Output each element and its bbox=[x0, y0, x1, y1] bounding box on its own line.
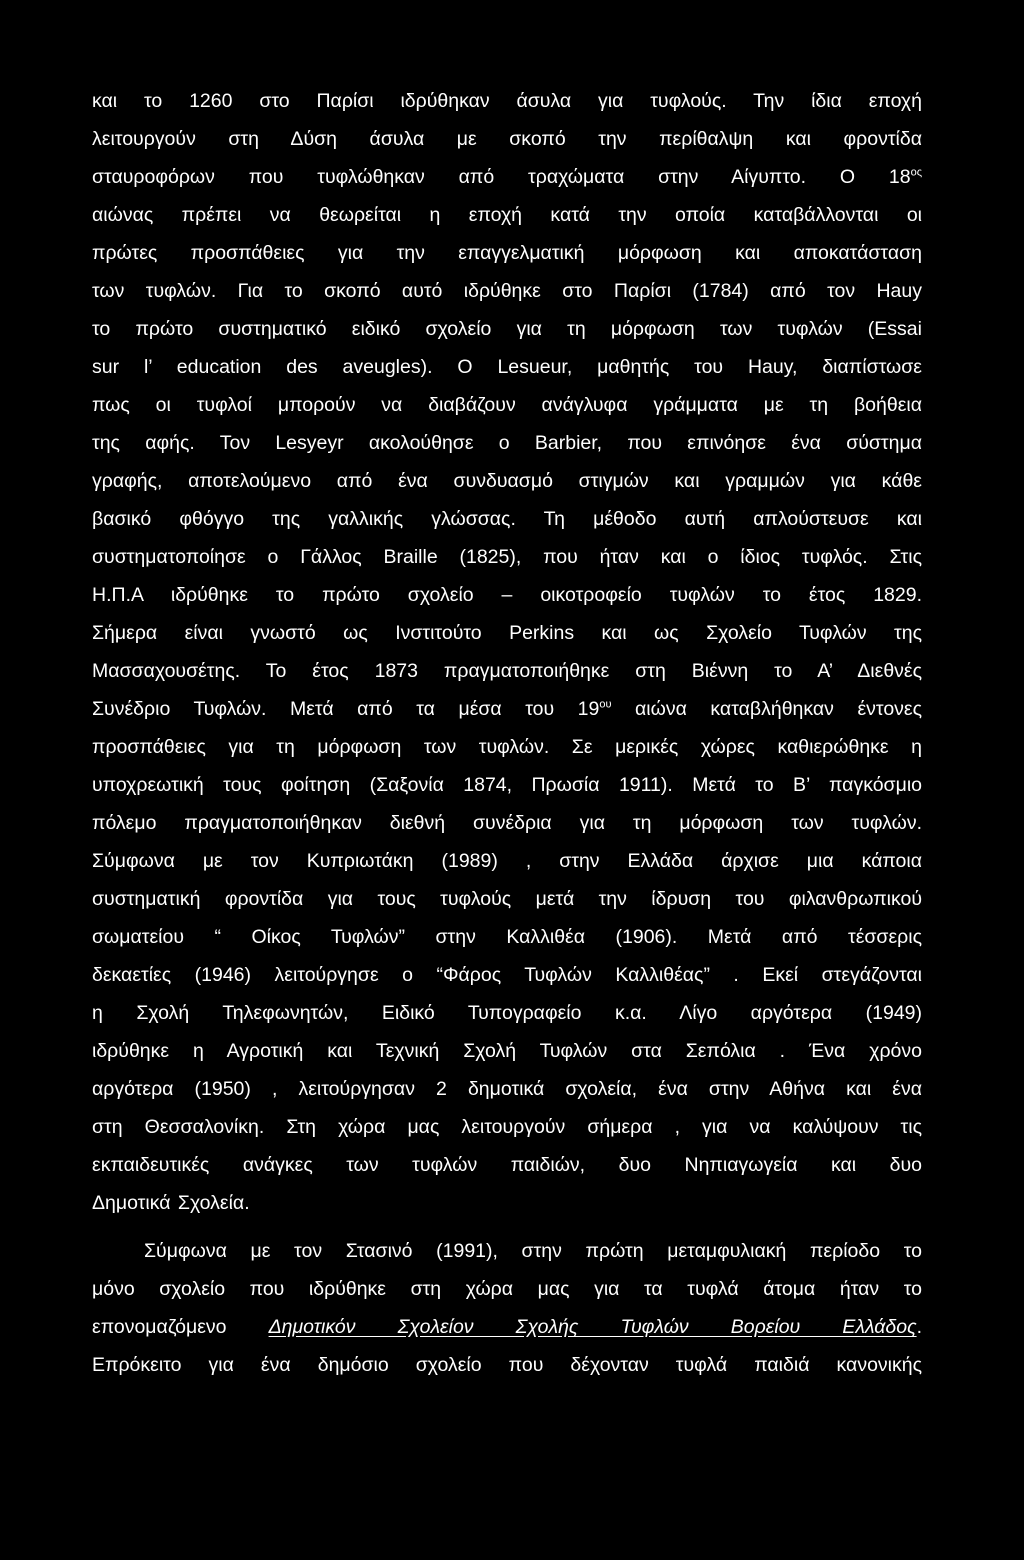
text-line: συστηματική φροντίδα για τους τυφλούς μετά την ίδρυση του φιλανθρωπικού bbox=[92, 888, 922, 910]
text-line: και το 1260 στο Παρίσι ιδρύθηκαν άσυλα για τυφλούς. Την ίδια εποχή bbox=[92, 90, 922, 112]
text-segment: σταυροφόρων που τυφλώθηκαν από τραχώματα στην Αίγυπτο. Ο 18 bbox=[92, 166, 911, 188]
text-line: δεκαετίες (1946) λειτούργησε ο “Φάρος Τυφλών Καλλιθέας” . Εκεί στεγάζονται bbox=[92, 964, 922, 986]
text-line: Σύμφωνα με τον Στασινό (1991), στην πρώτη μεταμφυλιακή περίοδο το bbox=[144, 1240, 922, 1262]
text-line: λειτουργούν στη Δύση άσυλα με σκοπό την περίθαλψη και φροντίδα bbox=[92, 128, 922, 150]
text-segment: Συνέδριο Τυφλών. Μετά από τα μέσα του 19 bbox=[92, 698, 600, 720]
text-line: της αφής. Τον Lesyeyr ακολούθησε ο Barbier, που επινόησε ένα σύστημα bbox=[92, 432, 922, 454]
text-line: των τυφλών. Για το σκοπό αυτό ιδρύθηκε στο Παρίσι (1784) από τον Hauy bbox=[92, 280, 922, 302]
text-line: γραφής, αποτελούμενο από ένα συνδυασμό στιγμών και γραμμών για κάθε bbox=[92, 470, 922, 492]
text-line: στη Θεσσαλονίκη. Στη χώρα μας λειτουργούν σήμερα , για να καλύψουν τις bbox=[92, 1116, 922, 1138]
text-segment: επονομαζόμενο bbox=[92, 1316, 227, 1338]
text-line: το πρώτο συστηματικό ειδικό σχολείο για τη μόρφωση των τυφλών (Essai bbox=[92, 318, 922, 340]
text-line: Δημοτικά Σχολεία. bbox=[92, 1192, 250, 1214]
text-line: Η.Π.Α ιδρύθηκε το πρώτο σχολείο – οικοτροφείο τυφλών το έτος 1829. bbox=[92, 584, 922, 606]
school-name-emphasis: Δημοτικόν Σχολείον Σχολής Τυφλών Βορείου Ελλάδος bbox=[268, 1316, 917, 1338]
paragraph-2 bbox=[92, 1232, 922, 1384]
text-line: ιδρύθηκε η Αγροτική και Τεχνική Σχολή Τυφλών στα Σεπόλια . Ένα χρόνο bbox=[92, 1040, 922, 1062]
text-line: Επρόκειτο για ένα δημόσιο σχολείο που δέχονταν τυφλά παιδιά κανονικής bbox=[92, 1354, 922, 1376]
text-line: πόλεμο πραγματοποιήθηκαν διεθνή συνέδρια για τη μόρφωση των τυφλών. bbox=[92, 812, 922, 834]
text-segment: αιώνα καταβλήθηκαν έντονες bbox=[611, 698, 923, 720]
text-line bbox=[92, 690, 922, 728]
text-line: Μασσαχουσέτης. Το έτος 1873 πραγματοποιήθηκε στη Βιέννη το Α’ Διεθνές bbox=[92, 660, 922, 682]
text-line: η Σχολή Τηλεφωνητών, Ειδικό Τυπογραφείο κ.α. Λίγο αργότερα (1949) bbox=[92, 1002, 922, 1024]
text-line: προσπάθειες για τη μόρφωση των τυφλών. Σε μερικές χώρες καθιερώθηκε η bbox=[92, 736, 922, 758]
text-segment: . bbox=[916, 1316, 922, 1338]
text-line: υποχρεωτική τους φοίτηση (Σαξονία 1874, Πρωσία 1911). Μετά το Β’ παγκόσμιο bbox=[92, 774, 922, 796]
text-line: αργότερα (1950) , λειτούργησαν 2 δημοτικά σχολεία, ένα στην Αθήνα και ένα bbox=[92, 1078, 922, 1100]
superscript-century-19: ου bbox=[599, 698, 612, 711]
text-line: συστηματοποίησε ο Γάλλος Braille (1825), που ήταν και ο ίδιος τυφλός. Στις bbox=[92, 546, 922, 568]
paragraph-1 bbox=[92, 82, 922, 1222]
text-line: βασικό φθόγγο της γαλλικής γλώσσας. Τη μέθοδο αυτή απλούστευσε και bbox=[92, 508, 922, 530]
text-line: σωματείου “ Οίκος Τυφλών” στην Καλλιθέα (1906). Μετά από τέσσερις bbox=[92, 926, 922, 948]
text-line: πως οι τυφλοί μπορούν να διαβάζουν ανάγλυφα γράμματα με τη βοήθεια bbox=[92, 394, 922, 416]
text-line bbox=[92, 1308, 922, 1346]
text-line: πρώτες προσπάθειες για την επαγγελματική μόρφωση και αποκατάσταση bbox=[92, 242, 922, 264]
text-line: εκπαιδευτικές ανάγκες των τυφλών παιδιών, δυο Νηπιαγωγεία και δυο bbox=[92, 1154, 922, 1176]
text-line: μόνο σχολείο που ιδρύθηκε στη χώρα μας για τα τυφλά άτομα ήταν το bbox=[92, 1278, 922, 1300]
text-line: αιώνας πρέπει να θεωρείται η εποχή κατά την οποία καταβάλλονται οι bbox=[92, 204, 922, 226]
text-line: Σήμερα είναι γνωστό ως Ινστιτούτο Perkins και ως Σχολείο Τυφλών της bbox=[92, 622, 922, 644]
text-line bbox=[92, 158, 922, 196]
text-line: Σύμφωνα με τον Κυπριωτάκη (1989) , στην Ελλάδα άρχισε μια κάποια bbox=[92, 850, 922, 872]
text-line: sur l’ education des aveugles). Ο Lesueur, μαθητής του Hauy, διαπίστωσε bbox=[92, 356, 922, 378]
document-page bbox=[92, 82, 922, 1384]
superscript-century-18: ος bbox=[910, 166, 922, 179]
